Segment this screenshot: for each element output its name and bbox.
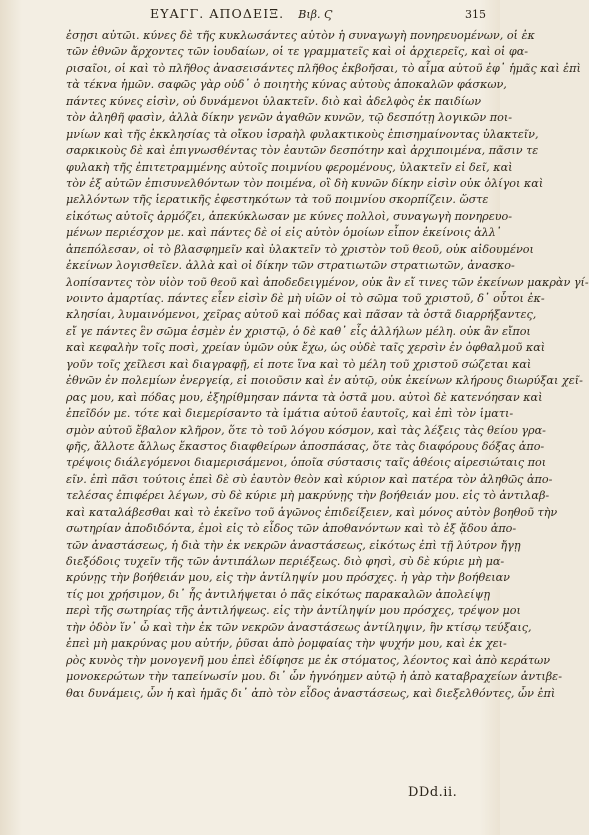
text-line: τὸν ἐξ αὐτῶν ἐπισυνελθόντων τὸν ποιμένα, οἳ δὴ κυνῶν δίκην εἰσὶν οὐκ ὀλίγοι καὶ [66, 176, 544, 190]
text-line: νοιντο ἀμαρτίας. πάντες εἶεν εἰσὶν δὲ μὴ υἱῶν οἱ τὸ σῶμα τοῦ χριστοῦ, δ᾽ οὗτοι ἐκ- [66, 292, 545, 305]
text-line: τίς μοι χρήσιμον, δι᾽ ἧς ἀντιλήψεται ὁ πᾶς εἰκότως παρακαλῶν ἀπολείψῃ [66, 587, 491, 601]
text-line: καὶ καταλάβεσθαι καὶ τὸ ἐκεῖνο τοῦ ἀγῶνος ἐπιδείξειεν, καὶ μόνος αὐτὸν βοηθοῦ τὴν [66, 505, 558, 519]
section-mark: Βιβ. Ϛ [298, 8, 333, 21]
text-line: ἀπεπόλεσαν, οἱ τὸ βλασφημεῖν καὶ ὑλακτεῖν τὸ χριστὸν τοῦ θεοῦ, οὐκ αἰδουμένοι [66, 242, 534, 256]
text-line: λοπίσαντες τὸν υἱὸν τοῦ θεοῦ καὶ ἀποδεδειγμένον, οὐκ ἂν εἴ τινες τῶν ἐκείνων μακρὰν γί- [66, 275, 589, 289]
text-line: σμὸν αὐτοῦ ἔβαλον κλῆρον, ὅτε τὸ τοῦ λόγου κόσμον, καὶ τὰς λέξεις τὰς θείου γρα- [66, 423, 546, 437]
text-line: σωτηρίαν ἀποδιδόντα, ἐμοὶ εἰς τὸ εἶδος τῶν ἀποθανόντων καὶ τὸ ἐξ ᾅδου ἀπο- [66, 522, 517, 536]
text-line: κλησίαι, λυμαινόμενοι, χεῖρας αὐτοῦ καὶ πόδας καὶ πᾶσαν τὰ ὀστᾶ διαρρήξαντες, [66, 308, 537, 322]
text-line: τὰ τέκνα ἡμῶν. σαφῶς γὰρ οὐδ᾽ ὁ ποιητὴς κύνας αὐτοὺς ἀποκαλῶν φάσκων, [66, 78, 507, 92]
text-line: μονοκερώτων τὴν ταπείνωσίν μου. δι᾽ ὧν ἠγνόημεν αὐτῷ ἡ ἀπὸ καταβραχείων ἀντιβε- [66, 670, 562, 684]
text-line: σαρκικοὺς δὲ καὶ ἐπιγνωσθέντας τὸν ἑαυτῶν δεσπότην καὶ ἀρχιποιμένα, πᾶσιν τε [66, 144, 539, 158]
text-line: θαι δυνάμεις, ὧν ἡ καὶ ἡμᾶς δι᾽ ἀπὸ τὸν εἶδος ἀναστάσεως, καὶ διεξελθόντες, ὧν ἐπὶ [66, 686, 556, 700]
text-line: τὴν ὁδὸν ἵν᾽ ὦ καὶ τὴν ἐκ τῶν νεκρῶν ἀναστάσεως ἀντίληψιν, ἣν κτίσῳ τεύξαις, [66, 620, 532, 634]
text-line: φῆς, ἄλλοτε ἄλλως ἕκαστος διαφθείρων ἀποσπάσας, ὅτε τὰς διαφόρους δόξας ἀπο- [66, 439, 545, 453]
text-line: τὸν ἀληθῆ φασὶν, ἀλλὰ δίκην γενῶν ἀγαθῶν κυνῶν, τῷ δεσπότῃ λογικῶν ποι- [66, 111, 513, 125]
text-line: ἐκείνων λογισθεῖεν. ἀλλὰ καὶ οἱ δίκην τῶν στρατιωτῶν στρατιωτῶν, ἀνασκο- [66, 259, 515, 273]
text-line: ἐσῃσι αὐτῶι. κύνες δὲ τῆς κυκλωσάντες αὐτὸν ἡ συναγωγὴ πονηρευομένων, οἱ ἐκ [66, 29, 535, 42]
text-line: ρας μου, καὶ πόδας μου, ἐξηρίθμησαν πάντα τὰ ὀστᾶ μου. αὐτοὶ δὲ κατενόησαν καὶ [66, 390, 543, 404]
text-line: μνίων καὶ τῆς ἐκκλησίας τὰ οἴκου ἰσραὴλ φυλακτικοὺς ἐπισημαίνοντας ὑλακτεῖν, [66, 127, 539, 141]
text-line: ἐθνῶν ἐν πολεμίων ἐνεργείᾳ, εἰ ποιοῦσιν καὶ ἐν αὐτῷ, οὐκ ἐκείνων κλήρους διωρύξαι χεῖ- [66, 374, 583, 388]
text-line: μένων περιέσχον με. καὶ πάντες δὲ οἱ εἰς αὐτὸν ὁμοίων εἶπον ἐκείνοις ἀλλ᾽ [66, 226, 502, 240]
text-line: ρισαῖοι, οἱ καὶ τὸ πλῆθος ἀνασεισάντες πλῆθος ἐκβοῆσαι, τὸ αἷμα αὐτοῦ ἐφ᾽ ἡμᾶς καὶ ἐπὶ [66, 61, 581, 75]
text-line: πάντες κύνες εἰσὶν, οὐ δυνάμενοι ὑλακτεῖν. διὸ καὶ ἀδελφὸς ἐκ παιδίων [66, 94, 482, 108]
page-number: 315 [465, 8, 486, 21]
text-line: εῖν. ἐπὶ πᾶσι τούτοις ἐπεὶ δὲ σὺ ἐαυτὸν θεὸν καὶ κύριον καὶ πατέρα τὸν ἀληθῶς ἀπο- [66, 472, 553, 486]
text-body [66, 28, 589, 702]
text-line: τῶν ἀναστάσεως, ἡ διὰ τὴν ἐκ νεκρῶν ἀναστάσεως, εἰκότως ἐπὶ τῇ λύτρον ἤγῃ [66, 538, 521, 552]
text-line: μελλόντων τῆς ἱερατικῆς ἐφεστηκότων τὰ τοῦ ποιμνίου σκορπίζειν. ὥστε [66, 193, 489, 207]
text-line: διεξόδοις τυχεῖν τῆς τῶν ἀντιπάλων περιέξεως. διὸ φησὶ, σὺ δὲ κύριε μὴ μα- [66, 555, 505, 568]
page-header [150, 6, 486, 26]
text-line: τῶν ἐθνῶν ἄρχοντες τῶν ἰουδαίων, οἱ τε γραμματεῖς καὶ οἱ ἀρχιερεῖς, καὶ οἱ φα- [66, 45, 529, 59]
text-line: εἴ γε πάντες ἓν σῶμα ἐσμὲν ἐν χριστῷ, ὁ δὲ καθ᾽ εἷς ἀλλήλων μέλη. οὐκ ἂν εἴποι [66, 324, 531, 338]
text-line: περὶ τῆς σωτηρίας τῆς ἀντιλήψεως. εἰς τὴν ἀντίληψίν μου πρόσχες, τρέψον μοι [66, 604, 521, 618]
text-line: καὶ κεφαλὴν τοῖς ποσὶ, χρείαν ὑμῶν οὐκ ἔχω, ὡς οὐδὲ ταῖς χερσὶν ἐν ὀφθαλμοῦ καὶ [66, 341, 546, 355]
text-line: ρὸς κυνὸς τὴν μονογενῆ μου ἐπεὶ ἐδίφησε με ἐκ στόματος, λέοντος καὶ ἀπὸ κεράτων [66, 653, 551, 667]
text-line: εἰκότως αὐτοῖς ἁρμόζει, ἀπεκύκλωσαν με κύνες πολλοὶ, συναγωγὴ πονηρευο- [66, 209, 513, 223]
printer-signature: DDd.ii. [408, 785, 458, 800]
text-line: κρύνῃς τὴν βοήθειάν μου, εἰς τὴν ἀντίληψίν μου πρόσχες. ἡ γὰρ τὴν βοήθειαν [66, 571, 510, 585]
text-line: τελέσας ἐπιφέρει λέγων, σὺ δὲ κύριε μὴ μακρύνῃς τὴν βοήθειάν μου. εἰς τὸ ἀντιλαβ- [66, 489, 550, 503]
text-line: ἐπεῖδόν με. τότε καὶ διεμερίσαντο τὰ ἱμάτια αὐτοῦ ἑαυτοῖς, καὶ ἐπὶ τὸν ἱματι- [66, 407, 514, 421]
text-line: φυλακὴ τῆς ἐπιτετραμμένης αὐτοῖς ποιμνίου φερομένους, ὑλακτεῖν εἰ δεῖ, καὶ [66, 160, 513, 174]
text-line: ἐπεὶ μὴ μακρύνας μου αὐτήν, ῥῦσαι ἀπὸ ῥομφαίας τὴν ψυχήν μου, καὶ ἐκ χει- [66, 637, 507, 651]
text-line: γοῦν τοῖς χεῖλεσι καὶ διαγραφῇ, εἰ ποτε ἵνα καὶ τὸ μέλη τοῦ χριστοῦ σώζεται καὶ [66, 357, 532, 371]
text-line: τρέψοις διάλεγόμενοι διαμερισάμενοι, ὁποῖα σύστασις ταῖς ἀθέοις αἱρεσιώταις ποι [66, 456, 547, 470]
running-title: ΕΥΑΓΓ. ΑΠΟΔΕΙΞ. [150, 6, 285, 21]
